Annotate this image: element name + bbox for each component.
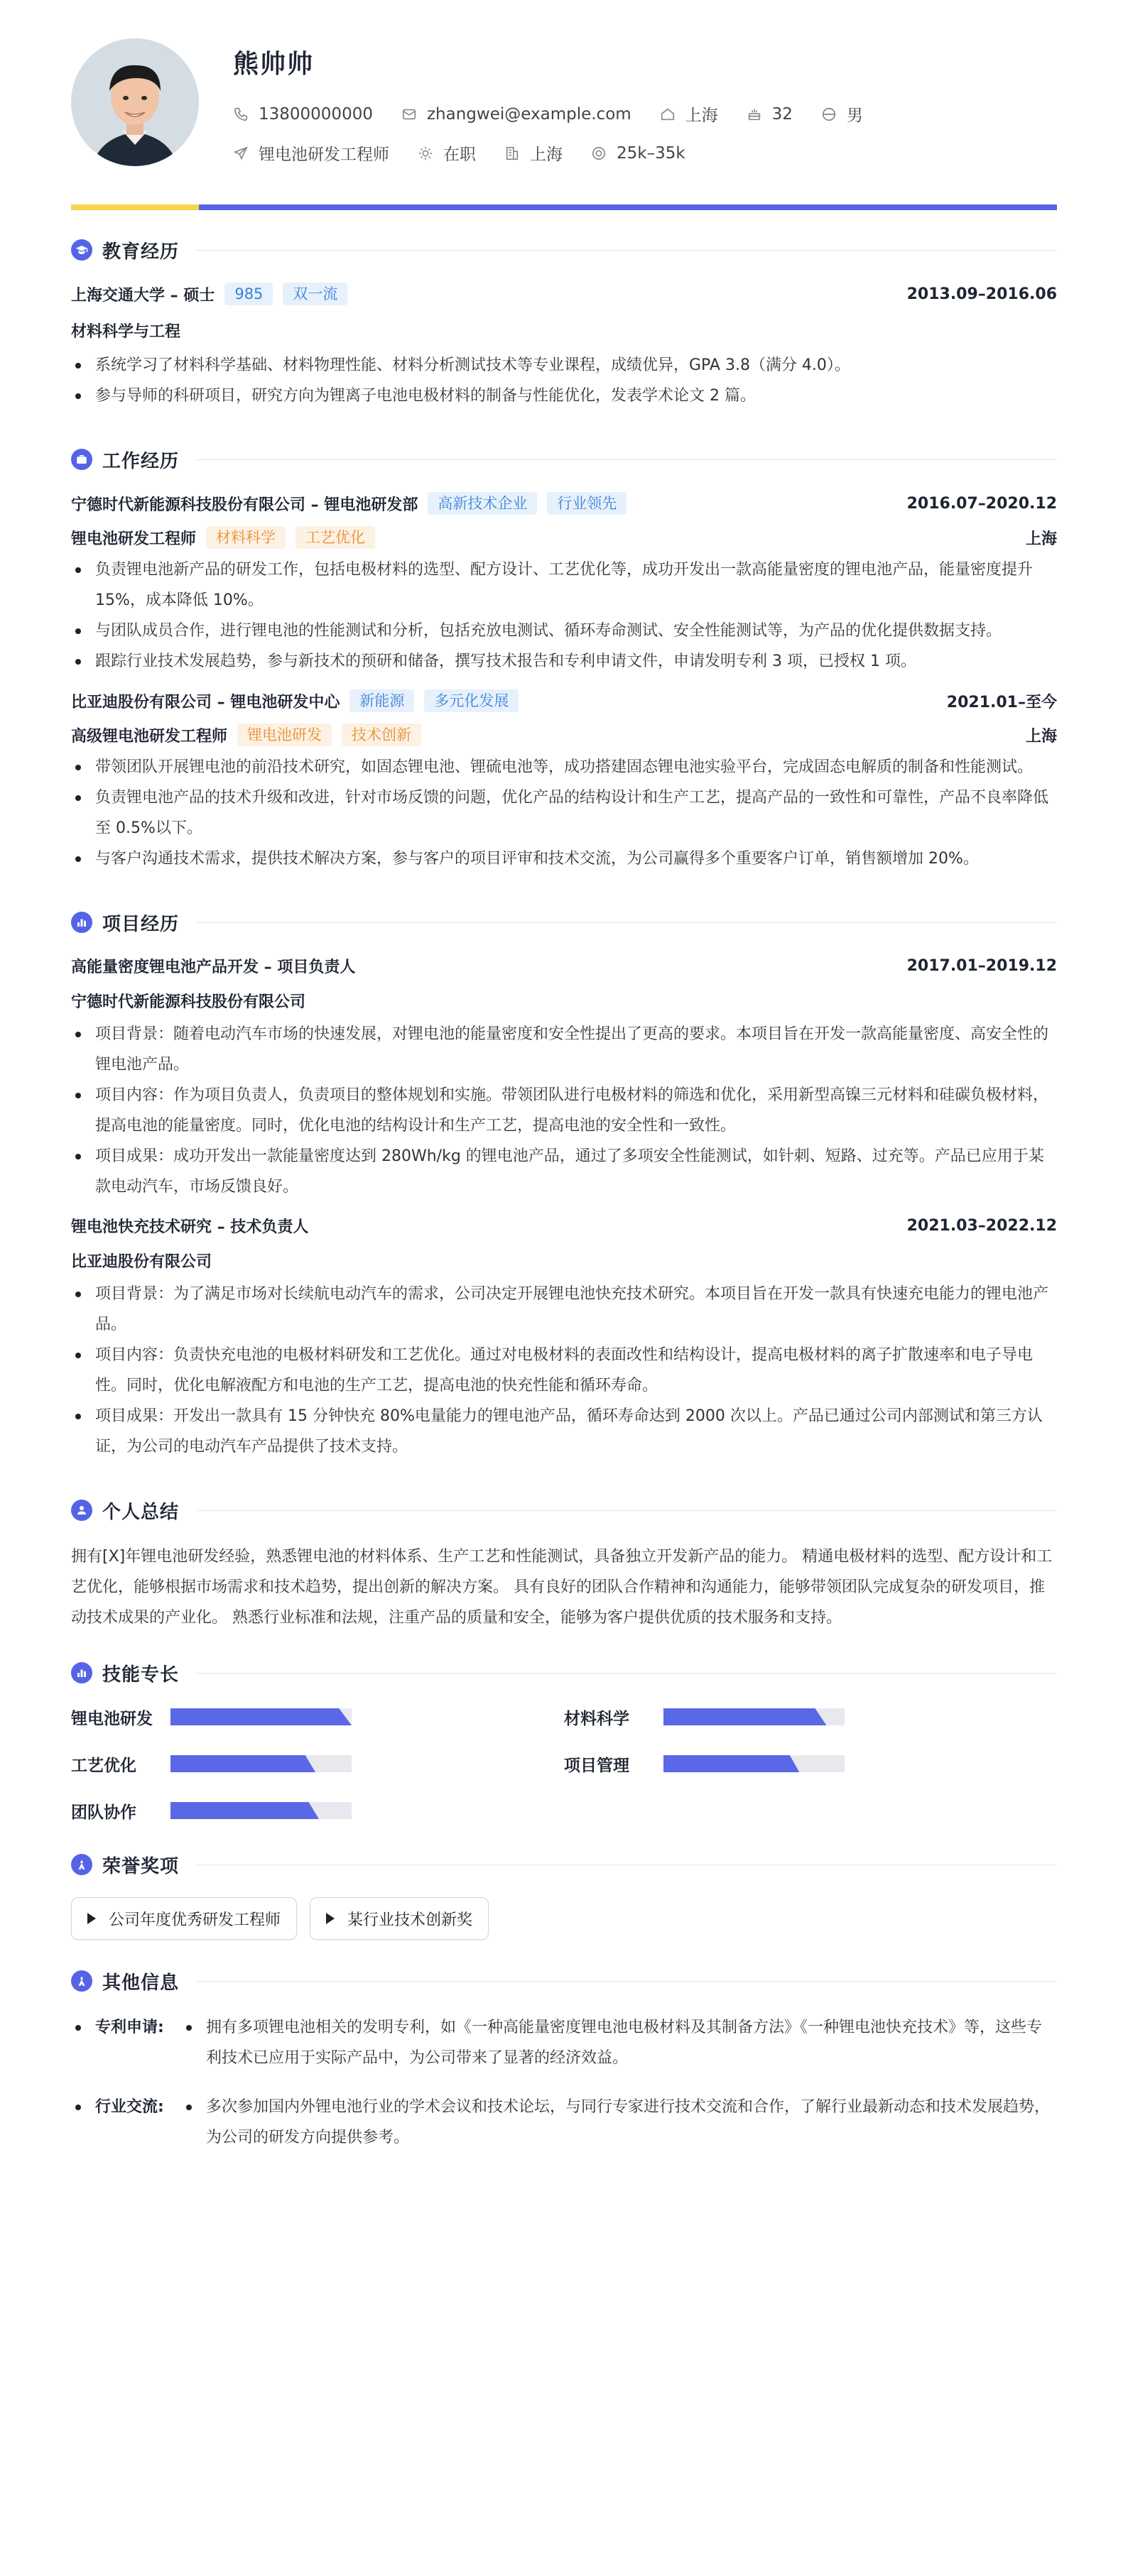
skill-bar-fill xyxy=(170,1802,319,1819)
section-title: 个人总结 xyxy=(102,1501,180,1523)
briefcase-icon xyxy=(71,449,92,470)
phone-icon xyxy=(233,107,249,122)
project-company: 比亚迪股份有限公司 xyxy=(71,1253,212,1271)
position-text: 锂电池研发工程师 xyxy=(259,146,389,164)
skill-bar-fill xyxy=(170,1755,315,1772)
send-icon xyxy=(233,146,249,161)
tag: 双一流 xyxy=(283,283,347,305)
user-icon xyxy=(71,1500,92,1521)
project-name: 锂电池快充技术研究 – 技术负责人 xyxy=(71,1218,309,1236)
school-name: 上海交通大学 – 硕士 xyxy=(71,286,215,305)
resume-header xyxy=(71,0,1057,206)
location: 上海 xyxy=(1025,727,1057,746)
hometown-info xyxy=(660,102,718,126)
other-key: 行业交流: xyxy=(71,2092,178,2153)
header-divider-bar xyxy=(71,204,1057,210)
tag: 高新技术企业 xyxy=(428,492,537,515)
work-section xyxy=(71,440,1057,874)
company-name: 宁德时代新能源科技股份有限公司 – 锂电池研发部 xyxy=(71,496,418,514)
avatar xyxy=(71,38,199,166)
date: 2021.01–至今 xyxy=(946,693,1057,711)
award-chip xyxy=(71,1897,297,1940)
salary-text: 25k–35k xyxy=(617,143,685,163)
summary-text: 拥有[X]年锂电池研发经验，熟悉锂电池的材料体系、生产工艺和性能测试，具备独立开发新产品的能力。 精通电极材料的选型、配方设计和工艺优化，能够根据市场需求和技术趋势，提出创新的解决方案。 具有良好的团队合作精神和沟通能力，能够带领团队完成复杂的研发项目，推动技术成果的产业化。 熟悉行业标准和法规，注重产品的质量和安全，能够为客户提供优质的技术服务和支持。 xyxy=(71,1548,1053,1627)
skill-bar xyxy=(663,1755,845,1772)
tag: 多元化发展 xyxy=(424,689,519,712)
contact-row xyxy=(233,102,891,126)
section-title: 工作经历 xyxy=(102,450,180,472)
award-icon xyxy=(71,1970,92,1992)
gender-info xyxy=(821,102,863,126)
age-text: 32 xyxy=(771,104,793,124)
role-title: 高级锂电池研发工程师 xyxy=(71,727,228,746)
skill-name: 锂电池研发 xyxy=(71,1709,153,1728)
skill-bar-fill xyxy=(663,1708,827,1725)
coin-icon xyxy=(591,146,607,161)
section-title: 技能专长 xyxy=(102,1664,180,1686)
other-item xyxy=(71,2092,1057,2153)
list-item: 项目成果：成功开发出一款能量密度达到 280Wh/kg 的锂电池产品，通过了多项安全性能测试，如针刺、短路、过充等。产品已应用于某款电动汽车，市场反馈良好。 xyxy=(71,1141,1057,1202)
list-item: 与客户沟通技术需求，提供技术解决方案，参与客户的项目评审和技术交流，为公司赢得多个重要客户订单，销售额增加 20%。 xyxy=(71,844,1057,874)
list-item: 项目内容：作为项目负责人，负责项目的整体规划和实施。带领团队进行电极材料的筛选和优化，采用新型高镍三元材料和硅碳负极材料，提高电池的能量密度。同时，优化电池的结构设计和生产工艺，提高电池的安全性和一致性。 xyxy=(71,1080,1057,1141)
skill-bar-fill xyxy=(170,1708,352,1725)
cake-icon xyxy=(747,107,762,122)
skill-item xyxy=(71,1703,564,1731)
date: 2021.03–2022.12 xyxy=(906,1217,1057,1235)
section-title: 项目经历 xyxy=(102,913,180,935)
bar-chart-icon xyxy=(71,1662,92,1683)
status-text: 在职 xyxy=(443,146,476,164)
section-title: 教育经历 xyxy=(102,241,180,263)
award-chip xyxy=(310,1897,489,1940)
section-title: 荣誉奖项 xyxy=(102,1855,180,1877)
other-section xyxy=(71,1961,1057,2167)
phone-info xyxy=(233,105,373,124)
tag: 行业领先 xyxy=(547,492,627,515)
list-item: 负责锂电池新产品的研发工作，包括电极材料的选型、配方设计、工艺优化等，成功开发出一款高能量密度的锂电池产品，能量密度提升 15%，成本降低 10%。 xyxy=(71,555,1057,616)
play-icon xyxy=(326,1913,335,1924)
other-value: 拥有多项锂电池相关的发明专利，如《一种高能量密度锂电池电极材料及其制备方法》《一种锂电池快充技术》等，这些专利技术已应用于实际产品中，为公司带来了显著的经济效益。 xyxy=(178,2012,1057,2073)
other-value: 多次参加国内外锂电池行业的学术会议和技术论坛，与同行专家进行技术交流和合作，了解行业最新动态和技术发展趋势，为公司的研发方向提供参考。 xyxy=(178,2092,1057,2153)
job-entry xyxy=(71,689,1057,874)
tag: 技术创新 xyxy=(342,724,421,746)
tag: 材料科学 xyxy=(206,526,286,549)
skill-name: 材料科学 xyxy=(564,1709,629,1728)
mail-icon xyxy=(401,107,417,122)
list-item: 项目内容：负责快充电池的电极材料研发和工艺优化。通过对电极材料的表面改性和结构设计，提高电极材料的离子扩散速率和电子导电性。同时，优化电解液配方和电池的生产工艺，提高电池的快充性能和循环寿命。 xyxy=(71,1340,1057,1401)
salary-info xyxy=(591,144,685,163)
project-entry xyxy=(71,1215,1057,1462)
list-item: 跟踪行业技术发展趋势，参与新技术的预研和储备，撰写技术报告和专利申请文件，申请发明专利 3 项，已授权 1 项。 xyxy=(71,646,1057,677)
skill-name: 项目管理 xyxy=(564,1756,629,1775)
position-info xyxy=(233,141,389,165)
building-icon xyxy=(504,146,520,161)
skill-name: 团队协作 xyxy=(71,1803,136,1822)
tag: 新能源 xyxy=(349,689,414,712)
list-item: 参与导师的科研项目，研究方向为锂离子电池电极材料的制备与性能优化，发表学术论文 2 篇。 xyxy=(71,381,1057,411)
gender-text: 男 xyxy=(846,107,863,125)
skill-bar xyxy=(170,1802,352,1819)
hometown-text: 上海 xyxy=(685,107,718,125)
city-info xyxy=(504,141,563,165)
other-key: 专利申请: xyxy=(71,2012,178,2073)
awards-section xyxy=(71,1845,1057,1940)
project-company: 宁德时代新能源科技股份有限公司 xyxy=(71,993,306,1011)
status-info xyxy=(418,141,476,165)
role-title: 锂电池研发工程师 xyxy=(71,530,197,548)
list-item: 项目背景：为了满足市场对长续航电动汽车的需求，公司决定开展锂电池快充技术研究。本项目旨在开发一款具有快速充电能力的锂电池产品。 xyxy=(71,1279,1057,1340)
home-icon xyxy=(660,107,676,122)
company-name: 比亚迪股份有限公司 – 锂电池研发中心 xyxy=(71,693,340,711)
graduation-cap-icon xyxy=(71,239,92,261)
list-item: 项目背景：随着电动汽车市场的快速发展，对锂电池的能量密度和安全性提出了更高的要求。本项目旨在开发一款高能量密度、高安全性的锂电池产品。 xyxy=(71,1019,1057,1080)
gender-icon xyxy=(821,107,837,122)
list-item: 负责锂电池产品的技术升级和改进，针对市场反馈的问题，优化产品的结构设计和生产工艺，提高产品的一致性和可靠性，产品不良率降低至 0.5%以下。 xyxy=(71,782,1057,844)
skill-item xyxy=(564,1750,1057,1778)
project-name: 高能量密度锂电池产品开发 – 项目负责人 xyxy=(71,959,356,976)
job-row xyxy=(233,141,891,165)
education-section xyxy=(71,230,1057,411)
list-item: 与团队成员合作，进行锂电池的性能测试和分析，包括充放电测试、循环寿命测试、安全性能测试等，为产品的优化提供数据支持。 xyxy=(71,616,1057,646)
skill-bar-fill xyxy=(663,1755,799,1772)
tag: 锂电池研发 xyxy=(237,724,332,746)
skill-bar xyxy=(170,1755,352,1772)
age-info xyxy=(747,105,793,124)
skill-item xyxy=(71,1796,564,1825)
email-text: zhangwei@example.com xyxy=(426,104,631,124)
skill-item xyxy=(564,1703,1057,1731)
candidate-name: 熊帅帅 xyxy=(233,50,315,79)
summary-section xyxy=(71,1490,1057,1633)
skill-bar xyxy=(663,1708,845,1725)
date: 2016.07–2020.12 xyxy=(906,494,1057,513)
skill-name: 工艺优化 xyxy=(71,1756,136,1775)
tag: 985 xyxy=(224,283,273,305)
city-text: 上海 xyxy=(530,146,563,164)
list-item: 带领团队开展锂电池的前沿技术研究，如固态锂电池、锂硫电池等，成功搭建固态锂电池实验平台，完成固态电解质的制备和性能测试。 xyxy=(71,752,1057,782)
play-icon xyxy=(87,1913,96,1924)
list-item: 项目成果：开发出一款具有 15 分钟快充 80%电量能力的锂电池产品，循环寿命达到 2000 次以上。产品已通过公司内部测试和第三方认证，为公司的电动汽车产品提供了技术支持。 xyxy=(71,1401,1057,1462)
other-item xyxy=(71,2012,1057,2073)
section-title: 其他信息 xyxy=(102,1972,180,1994)
award-label: 某行业技术创新奖 xyxy=(347,1911,473,1929)
skill-bar xyxy=(170,1708,352,1725)
award-icon xyxy=(71,1854,92,1875)
projects-section xyxy=(71,902,1057,1462)
phone-text: 13800000000 xyxy=(259,104,373,124)
date: 2017.01–2019.12 xyxy=(906,957,1057,975)
bar-chart-icon xyxy=(71,912,92,933)
major: 材料科学与工程 xyxy=(71,323,181,341)
date: 2013.09–2016.06 xyxy=(906,285,1057,303)
skill-item xyxy=(71,1750,564,1778)
email-info xyxy=(401,105,631,124)
tag: 工艺优化 xyxy=(295,526,375,549)
skills-section xyxy=(71,1653,1057,1825)
sun-icon xyxy=(418,146,433,161)
project-entry xyxy=(71,955,1057,1202)
location: 上海 xyxy=(1025,530,1057,548)
award-label: 公司年度优秀研发工程师 xyxy=(109,1911,281,1929)
list-item: 系统学习了材料科学基础、材料物理性能、材料分析测试技术等专业课程，成绩优异，GPA 3.8（满分 4.0）。 xyxy=(71,350,1057,381)
job-entry xyxy=(71,492,1057,677)
